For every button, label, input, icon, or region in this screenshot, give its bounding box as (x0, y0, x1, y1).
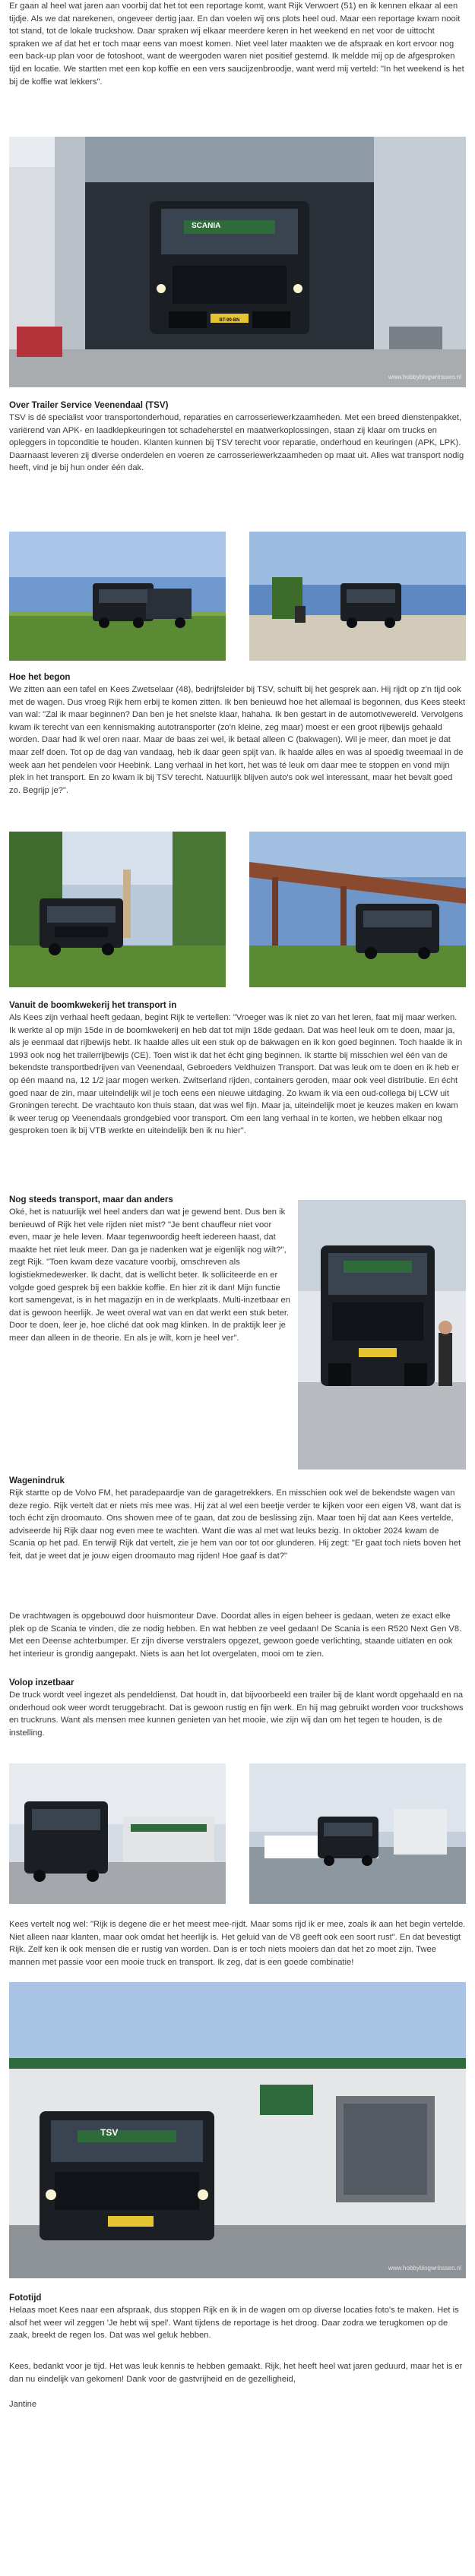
photo-truck-field-left (9, 532, 226, 661)
intro-block (9, 0, 466, 88)
section-body: Rijk startte op de Volvo FM, het paradepaardje van de garagetrekkers. En misschien ook wel de bekendste wagen van deze regio. Rijk vertelt dat er niets mis mee was. Hij zat al wel een beetje verder te kijken voor een eigen V8, want dat is toch écht zijn droomauto. Ons showen mee of te gaan, dat zou de beslissing zijn. Maar toen hij dat aan Kees vertelde, adviseerde hij Rijk daar nog even mee te wachten. Want die was al met wat leuks bezig. In oktober 2024 kwam de Scania op het pad. En terwijl Rijk dat vertelt, zie je hem van oor tot oor glunderen. Hij zegt: "Er gaat toch niets boven het feit, dat je weet dat je jouw eigen droomauto mag rijden! Hoe gaaf is dat?" (9, 1488, 461, 1561)
truck-plate: BT-99-BN (219, 318, 240, 323)
section-body: Als Kees zijn verhaal heeft gedaan, begint Rijk te vertellen: "Vroeger was ik niet zo van het leren, faat mij maar werken. Ik werkte al op mijn 15de in de boomkwekerij en heb dat tot mijn 18de gedaan. Dat was heel leuk om te doen, maar ja, als je eenmaal dat rijbewijs hebt. Ik haalde alles uit een stuk op de bakwagen en ik kon goed beginnen. Toch haalde ik in 1993 ook nog het trailerrijbewijs (CE). Toen wist ik dat het écht ging beginnen. Ik startte bij misschien wel één van de bekendste transportbedrijven van Veenendaal, Gebroeders Veldhuizen Transport. Dat was leuk om te doen en ik heb er op één maand na, 12 1/2 jaar mogen werken. Zwitserland rijden, containers geroden, maar ook veel distributie. En écht goed naar de zin, maar uiteindelijk wil je toch eens een nieuwe uitdaging. Zo kwam ik via een oud-collega bij LCW uit Groningen terecht. De vrachtauto kon thuis staan, dat was wel fijn. Maar ja, uiteindelijk moet je keuzes maken en kwam ik weer terug op Veenendaals grondgebied voor transport. Om een lang verhaal in te korten, we hebben elkaar nog gesproken toen ik bij VTB werkte en uiteindelijk ben ik nu hier". (9, 1013, 463, 1136)
section-body: Helaas moet Kees naar een afspraak, dus stoppen Rijk en ik in de wagen om op diverse locaties foto's te maken. Het is alsof het weer wil zeggen 'Je hebt wij spel'. Want tijdens de reportage is het droog. Daar zodra we terugkomen op de zaak, breekt de regen los. Dat was wel geluk hebben. (9, 2306, 459, 2341)
photo-garage-truck (9, 137, 466, 387)
section-heading: Over Trailer Service Veenendaal (TSV) (9, 400, 169, 410)
section-opbouw (9, 1610, 466, 1660)
section-body: Kees, bedankt voor je tijd. Het was leuk kennis te hebben gemaakt. Rijk, het heeft heel wat jaren geduurd, maar het is er dan nu eindelijk van gekomen! Dank voor de gastvrijheid en de gezelligheid, (9, 2362, 463, 2384)
section-body: TSV is dé specialist voor transportonderhoud, reparaties en carrosseriewerkzaamheden. Met een breed dienstenpakket, variërend van APK- en laadklepkeuringen tot schadeherstel en maatwerkoplossingen, staan zij klaar om trucks en opleggers in topconditie te houden. Klanten kunnen bij TSV terecht voor reparatie, onderhoud en keuringen (APK, LPK). Daarnaast leveren zij diverse onderdelen en voeren ze carrosseriewerkzaamheden op maat uit. Alles wat transport nodig heeft, vind je bij hun onder één dak. (9, 413, 464, 473)
photo-truck-bridge (249, 832, 466, 987)
section-boomkwekerij (9, 999, 466, 1138)
section-nog-steeds-transport (9, 1194, 290, 1345)
section-body: De vrachtwagen is opgebouwd door huismonteur Dave. Doordat alles in eigen beheer is gedaan, weten ze exact elke plek op de Scania te vinden, die ze nodig hebben. En wat hebben ze veel gedaan! De Scania is een R520 Next Gen V8. Met een Deense achterbumper. Er zijn diverse verstralers opgezet, gewoon goede verlichting, staande uitlaten en ook het interieur is grondig aangepakt. Niets is aan het lot overgelaten, mooi om te zien. (9, 1612, 462, 1659)
section-body: Kees vertelt nog wel: "Rijk is degene die er het meest mee-rijdt. Maar soms rijd ik er mee, zoals ik aan het begin vertelde. Niet alleen naar klanten, maar ook omdat het heerlijk is. Het geluid van de V8 geeft ook een soort rust". En dat bevestigt Rijk. Zelf ken ik ook mensen die er rustig van worden. Dan is er toch niets mooiers dan dat het zo moet zijn. Twee mannen met passie voor een mooie truck en transport. Ik zeg, dat is een goede combinatie! (9, 1920, 466, 1967)
section-heading: Vanuit de boomkwekerij het transport in (9, 1000, 177, 1010)
section-fototijd (9, 2292, 466, 2342)
section-hoe-het-begon (9, 671, 466, 797)
section-wagenindruk (9, 1475, 466, 1563)
section-body: De truck wordt veel ingezet als pendeldienst. Dat houdt in, dat bijvoorbeeld een trailer bij de klant wordt opgehaald en na onderhoud ook weer wordt teruggebracht. Dat is gewoon rustig en fijn werk. En hij mag gebruikt worden voor truckshows en truckruns. Want als mensen mee kunnen genieten van het mooie, wie zijn wij dan om het tegen te houden, is de instelling. (9, 1690, 464, 1738)
watermark: www.hobbyblogwrinssen.nl (388, 2265, 461, 2272)
truck-brand-label: SCANIA (192, 222, 221, 230)
photo-truck-harbour-right (249, 1763, 466, 1904)
signature-block (9, 2398, 466, 2411)
section-body: Oké, het is natuurlijk wel heel anders dan wat je gewend bent. Dus ben ik benieuwd of Rijk het vele rijden niet mist? "Je bent chauffeur niet voor even, maar je hele leven. Maar tegenwoordig heeft iedereen haast, dat maakte het niet leuk meer. Dan ga je nadenken wat je eigenlijk nog wilt?", zegt Rijk. "Toen kwam deze vacature voorbij, omschreven als logistiekmedewerker. Ik dacht, dat is wellicht beter. Ik solliciteerde en er volgde goed gesprek bij een bakkie koffie. En hier zit ik dan! Mijn functie kort samengevat, is in het magazijn en in de werkplaats. Multi-inzetbaar en dat is gewoon heerlijk. Je weet overal wat van en dat werkt een stuk beter. Door te doen, leer je, hoe cliché dat ook mag klinken. In de praktijk leer je meer dan alleen in de theorie. En als je wilt, kom je heel ver". (9, 1208, 290, 1343)
section-bedankt (9, 2360, 466, 2385)
photo-truck-field-right (249, 532, 466, 661)
section-kees-vertelt (9, 1918, 466, 1968)
section-over-tsv (9, 399, 466, 475)
section-heading: Fototijd (9, 2293, 42, 2303)
section-volop-inzetbaar (9, 1677, 466, 1739)
intro-paragraph: Er gaan al heel wat jaren aan voorbij dat het tot een reportage komt, want Rijk Verwoert (51) en ik kennen elkaar al een tijdje. Als we dat narekenen, ongeveer dertig jaar. En dan voelen wij ons plots heel oud. Maar een reportage kwam nooit tot stand, tot de lokale truckshow. Daar spraken wij elkaar meerdere keren in het weekend en net voor de uittocht spraken we af dat het er toch maar eens van moest komen. Niet veel later maakten we de afspraak en kort ervoor nog een back-up plan voor de fotoshoot, want de weergoden waren niet positief gestemd. Ik meldde mij op de afgesproken tijd en locatie. We startten met een kop koffie en een vers saucijzenbroodje, want werd mij verteld: "In het weekend is het bij de koffie wat lekkers". (9, 2, 464, 87)
section-heading: Wagenindruk (9, 1476, 65, 1485)
section-body: We zitten aan een tafel en Kees Zwetselaar (48), bedrijfsleider bij TSV, schuift bij het gesprek aan. Hij rijdt op z'n tijd ook met de wagen. Dus vroeg Rijk hem erbij te komen zitten. Ik ben benieuwd hoe het allemaal is begonnen, dus Kees steekt van wal: "Zal ik maar beginnen? Dan ben je het snelste klaar, hahaha. Ik ben gestart in de automotivewereld. Vervolgens kwam ik terecht van een kennismaking autotransporter (zo'n kleine, zeg maar) moest er een groot rijbewijs gehaald worden. Daar had ik wel oren naar. Maar de baas zei wel, ik betaal alleen C (bakwagen). Wil je meer, dan moet je dat maar zelf doen. Tot op de dag van vandaag, heb ik daar geen spijt van. Ik haalde alles en was al spoedig tweemaal in de week aan het pendelen voor Heebink. Lang verhaal in het kort, het was té leuk om daar mee te stoppen en vond mijn plek in het transport. En zo kwam ik bij TSV terecht. Natuurlijk blijven auto's ook wel interessant, maar het bevalt goed zo. Begrijp je?". (9, 685, 466, 795)
section-heading: Hoe het begon (9, 672, 71, 682)
watermark: www.hobbyblogwrinssen.nl (388, 374, 461, 381)
photo-truck-tower (9, 832, 226, 987)
signature: Jantine (9, 2400, 37, 2409)
section-heading: Nog steeds transport, maar dan anders (9, 1195, 173, 1204)
photo-truck-harbour-left (9, 1763, 226, 1904)
photo-truck-front-with-driver (298, 1200, 466, 1470)
section-heading: Volop inzetbaar (9, 1678, 74, 1687)
photo-truck-tsv-building (9, 1982, 466, 2278)
tsv-sign-logo: TSV (100, 2127, 119, 2138)
